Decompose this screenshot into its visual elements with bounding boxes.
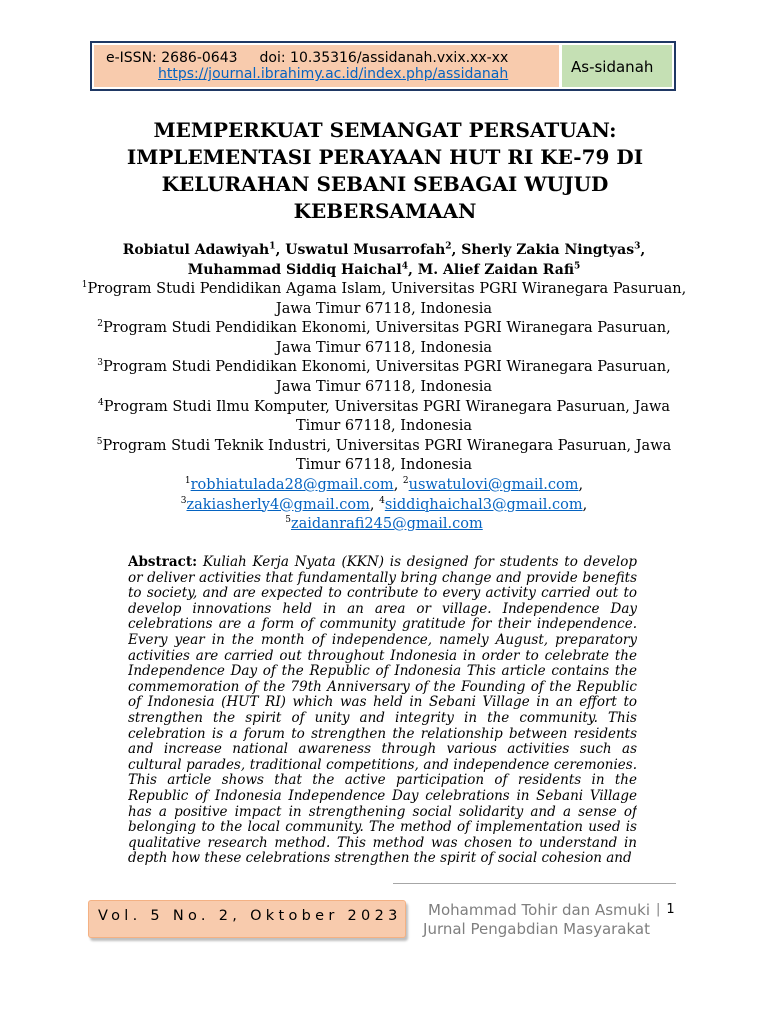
doi-text: doi: 10.35316/assidanah.vxix.xx-xx xyxy=(259,50,509,66)
author-sup: 4 xyxy=(401,261,408,272)
email-link[interactable]: siddiqhaichal3@gmail.com xyxy=(384,496,583,513)
author-name: Sherly Zakia Ningtyas xyxy=(461,242,635,258)
abstract-label: Abstract: xyxy=(128,555,198,570)
issn-text: e-ISSN: 2686-0643 xyxy=(106,50,238,66)
affiliation-item: $^2$Program Studi Pendidikan Ekonomi, Universitas PGRI Wiranegara Pasuruan, Jawa Timur 67118, Indonesia xyxy=(97,319,671,356)
author-sup: 1 xyxy=(269,241,276,252)
affiliation-list xyxy=(80,280,688,476)
footer-info xyxy=(380,901,650,939)
email-list: $^1$robhiatulada28@gmail.com, $^2$uswatulovi@gmail.com, $^3$zakiasherly4@gmail.com, $^4$siddiqhaichal3@gmail.com, $^5$zaidanrafi245@gmail.com xyxy=(180,476,588,532)
email-link[interactable]: uswatulovi@gmail.com xyxy=(408,477,579,493)
article-title: MEMPERKUAT SEMANGAT PERSATUAN: IMPLEMENTASI PERAYAAN HUT RI KE-79 DI KELURAHAN SEBANI SEBAGAI WUJUD KEBERSAMAAN xyxy=(126,118,644,223)
footer-authors: Mohammad Tohir dan Asmuki xyxy=(428,901,650,919)
volume-badge: Vol. 5 No. 2, Oktober 2023 xyxy=(88,900,406,938)
journal-header xyxy=(90,41,676,91)
abstract-text: Kuliah Kerja Nyata (KKN) is designed for students to develop or deliver activities that fundamentally bring change and provide benefits to society, and are expected to contribute to every activity carried out to develop innovations held in an area or village. Independence Day celebrations are a form of community gratitude for their independence. Every year in the month of independence, namely August, preparatory activities are carried out throughout Indonesia in order to celebrate the Independence Day of the Republic of Indonesia This article contains the commemoration of the 79th Anniversary of the Founding of the Republic of Indonesia (HUT RI) which was held in Sebani Village in an effort to strengthen the spirit of unity and integrity in the community. This celebration is a forum to strengthen the relationship between residents and increase national awareness through various activities such as cultural parades, traditional competitions, and independence ceremonies. This article shows that the active participation of residents in the Republic of Indonesia Independence Day celebrations in Sebani Village has a positive impact in strengthening social solidarity and a sense of belonging to the local community. The method of implementation used is qualitative research method. This method was chosen to understand in depth how these celebrations strengthen the spirit of social cohesion and xyxy=(128,555,637,867)
affiliation-item: $^4$Program Studi Ilmu Komputer, Universitas PGRI Wiranegara Pasuruan, Jawa Timur 67118, Indonesia xyxy=(97,397,671,435)
journal-header-info xyxy=(94,45,559,87)
journal-url-link[interactable]: https://journal.ibrahimy.ac.id/index.php/assidanah xyxy=(158,66,509,82)
affiliation-item: $^3$Program Studi Pendidikan Ekonomi, Universitas PGRI Wiranegara Pasuruan, Jawa Timur 67118, Indonesia xyxy=(97,358,671,395)
author-name: Uswatul Musarrofah xyxy=(285,242,446,258)
author-sup: 3 xyxy=(634,241,641,252)
affiliation-item: $^5$Program Studi Teknik Industri, Universitas PGRI Wiranegara Pasuruan, Jawa Timur 67118, Indonesia xyxy=(96,436,672,474)
author-list: Robiatul Adawiyah$^1$, Uswatul Musarrofah$^2$, Sherly Zakia Ningtyas$^3$, Muhammad Siddiq Haichal$^4$, M. Alief Zaidan Rafi$^5$ xyxy=(122,241,646,278)
author-name: Robiatul Adawiyah xyxy=(122,242,270,258)
author-name: Muhammad Siddiq Haichal xyxy=(187,262,402,278)
footer-divider xyxy=(393,883,676,884)
page-number: | 1 xyxy=(656,902,675,917)
footer-journal-name: Jurnal Pengabdian Masyarakat xyxy=(423,920,650,938)
journal-short-name: As-sidanah xyxy=(562,45,672,87)
abstract xyxy=(128,555,637,883)
author-sup: 2 xyxy=(445,241,452,252)
email-link[interactable]: robhiatulada28@gmail.com xyxy=(190,477,394,493)
author-sup: 5 xyxy=(574,261,581,272)
author-name: M. Alief Zaidan Rafi xyxy=(417,262,575,278)
affiliation-item: $^1$Program Studi Pendidikan Agama Islam, Universitas PGRI Wiranegara Pasuruan, Jawa Timur 67118, Indonesia xyxy=(81,280,687,317)
email-link[interactable]: zakiasherly4@gmail.com xyxy=(186,496,370,513)
email-link[interactable]: zaidanrafi245@gmail.com xyxy=(290,516,483,532)
